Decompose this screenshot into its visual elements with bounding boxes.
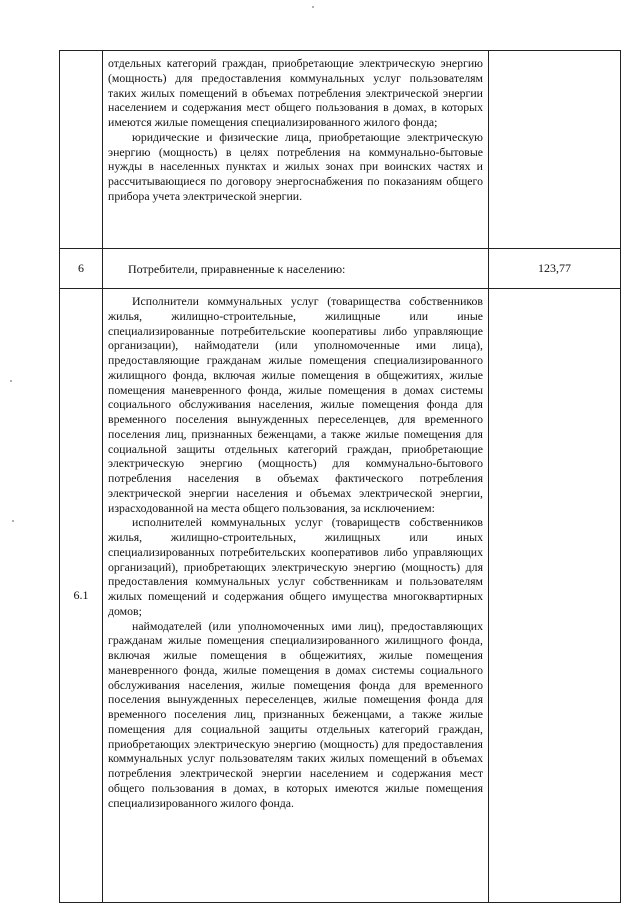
row-value-cell: 123,77	[489, 249, 621, 289]
row-text-cell	[103, 249, 489, 289]
row-number-cell: 6.1	[60, 289, 103, 903]
table-row	[60, 51, 621, 249]
scan-speck	[12, 520, 14, 522]
scan-speck	[10, 380, 12, 382]
paragraph: юридические и физические лица, приобретающие электрическую энергию (мощность) в целях потребления на коммунально-бытовые нужды в населенных пунктах и жилых зонах при воинских частях и рассчитывающиеся по договору энергоснабжения по показаниям общего прибора учета электрической энергии.	[108, 129, 483, 203]
paragraph: Исполнители коммунальных услуг (товарищества собственников жилья, жилищно-строительные, жилищные или иные специализированные потребительские кооперативы либо управляющие организации), наймодатели (или уполномоченные ими лица), предоставляющие гражданам жилые помещения специализированного жилищного фонда, включая жилые помещения в общежитиях, жилые помещения маневренного фонда, жилые помещения в домах системы социального обслуживания населения, жилые помещения фонда для временного поселения вынужденных переселенцев, для временного поселения лиц, признанных беженцами, а также жилые помещения для социальной защиты отдельных категорий граждан, приобретающие электрическую энергию (мощность) для коммунально-бытового потребления населения в объемах фактического потребления электрической энергии населения и объемах электрической энергии, израсходованной на места общего пользования, за исключением:	[108, 294, 483, 515]
table-row	[60, 249, 621, 289]
row-text-cell	[103, 51, 489, 249]
row-value-cell	[489, 51, 621, 249]
scan-speck	[312, 6, 314, 8]
row-value-cell	[489, 289, 621, 903]
tariff-table	[59, 50, 621, 903]
paragraph: наймодателей (или уполномоченных ими лиц), предоставляющих гражданам жилые помещения специализированного жилищного фонда, включая жилые помещения в общежитиях, жилые помещения маневренного фонда, жилые помещения в домах системы социального обслуживания населения, жилые помещения фонда для временного поселения вынужденных переселенцев, жилые помещения фонда для временного поселения лиц, признанных беженцами, а также жилые помещения для социальной защиты отдельных категорий граждан, приобретающих электрическую энергию (мощность) для предоставления коммунальных услуг пользователям таких жилых помещений в объемах потребления электрической энергии населением и содержания мест общего пользования в домах, в которых имеются жилые помещения специализированного жилого фонда.	[108, 618, 483, 810]
paragraph: исполнителей коммунальных услуг (товариществ собственников жилья, жилищно-строительных, жилищных или иных специализированных потребительских кооперативов либо управляющих организаций), приобретающих электрическую энергию (мощность) для предоставления коммунальных услуг собственникам и пользователям жилых помещений и содержания общего имущества многоквартирных домов;	[108, 515, 483, 618]
table-row	[60, 289, 621, 903]
paragraph: отдельных категорий граждан, приобретающие электрическую энергию (мощность) для предоставления коммунальных услуг пользователям таких жилых помещений в объемах потребления электрической энергии населением и содержания мест общего пользования в домах, в которых имеются жилые помещения специализированного жилого фонда;	[108, 56, 483, 129]
row-number-cell	[60, 51, 103, 249]
row-text-cell	[103, 289, 489, 903]
row-number-cell: 6	[60, 249, 103, 289]
row-label: Потребители, приравненные к населению:	[128, 261, 346, 276]
